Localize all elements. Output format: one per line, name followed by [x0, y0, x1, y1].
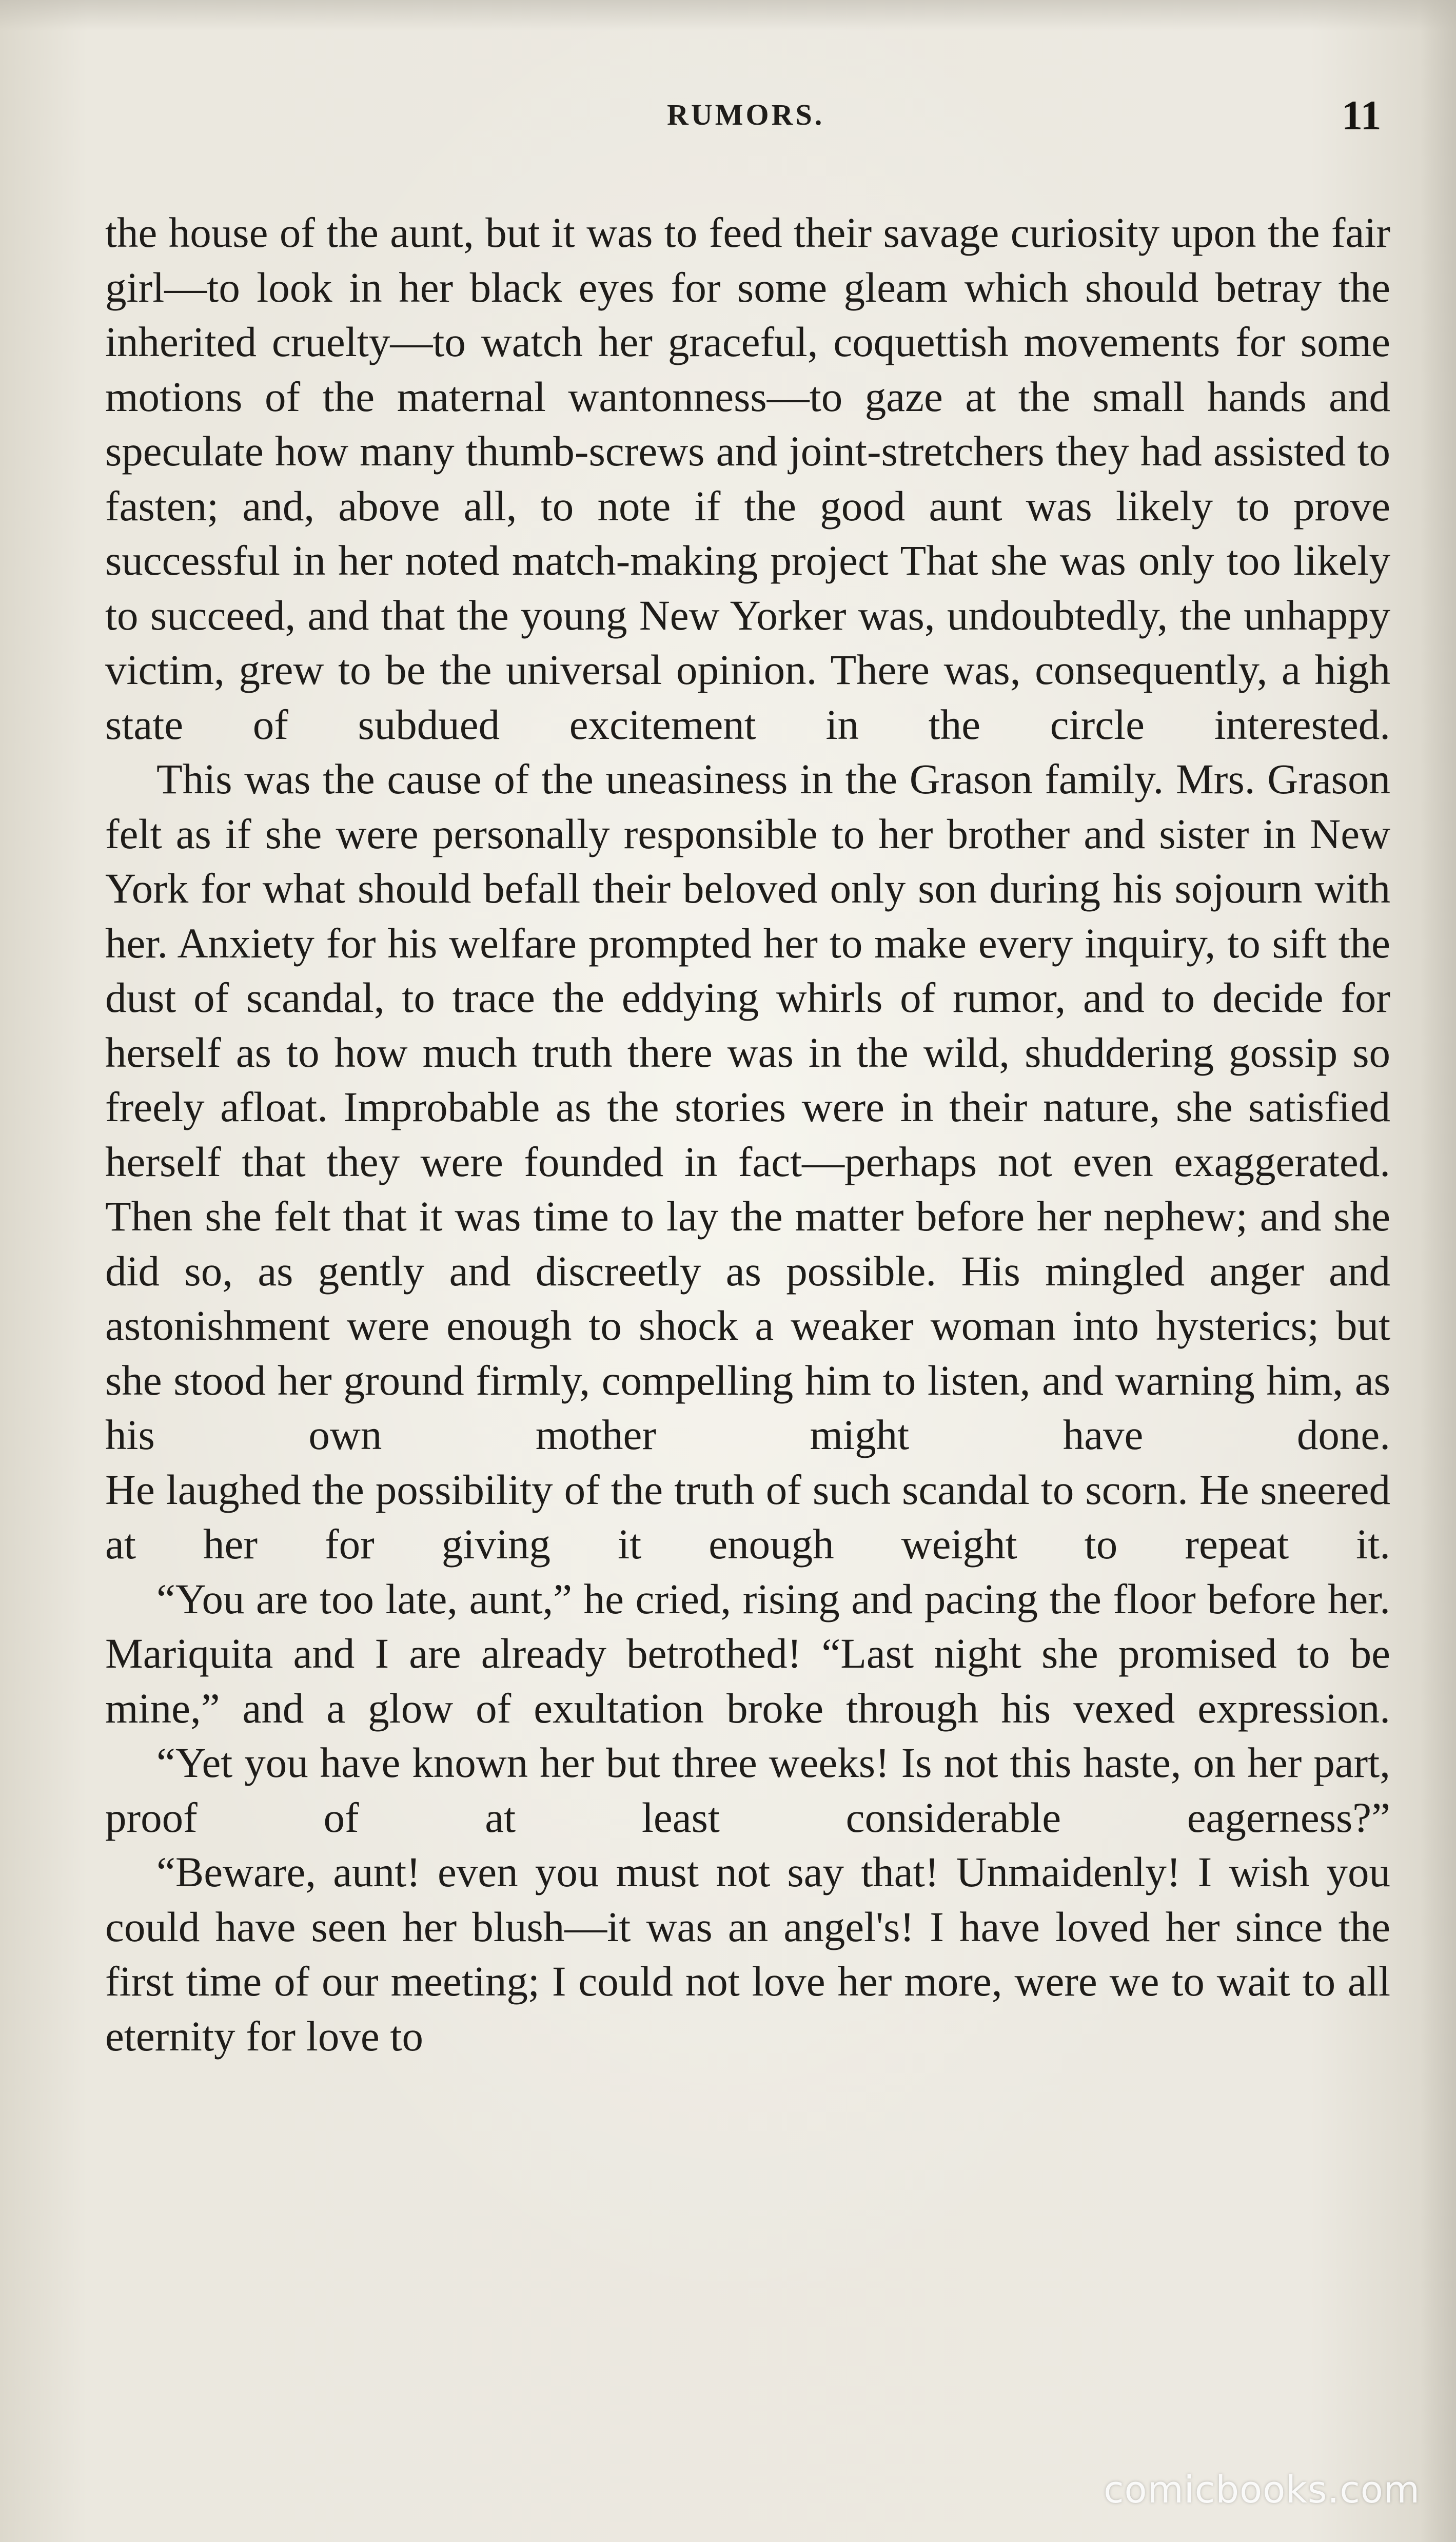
page-edge-shadow — [1420, 0, 1456, 2542]
paragraph: “Beware, aunt! even you must not say that! Unmaidenly! I wish you could have seen her blush—it was an angel's! I have loved her since the first time of our meeting; I could not love her more, were we to wait to all eternity for love to — [105, 1848, 1390, 2060]
running-head: RUMORS. — [667, 98, 825, 131]
page-top-shadow — [0, 0, 1456, 31]
watermark: comicbooks.com — [1103, 2468, 1420, 2511]
page-number: 11 — [1342, 92, 1382, 139]
paragraph: He laughed the possibility of the truth of such scandal to scorn. He sneered at her for giving it enough weight to repeat it. — [105, 1465, 1390, 1568]
paragraph: “You are too late, aunt,” he cried, rising and pacing the floor before her. Mariquita and I are already betrothed! “Last night she promised to be mine,” and a glow of exultation broke through his vexed expression. — [105, 1575, 1390, 1732]
paragraph: This was the cause of the uneasiness in the Grason family. Mrs. Grason felt as if she were personally responsible to her brother and sister in New York for what should befall their beloved only son during his sojourn with her. Anxiety for his welfare prompted her to make every inquiry, to sift the dust of scandal, to trace the eddying whirls of rumor, and to decide for herself as to how much truth there was in the wild, shuddering gossip so freely afloat. Improbable as the stories were in their nature, she satisfied herself that they were founded in fact—perhaps not even exaggerated. Then she felt that it was time to lay the matter before her nephew; and she did so, as gently and discreetly as possible. His mingled anger and astonishment were enough to shock a weaker woman into hysterics; but she stood her ground firmly, compelling him to listen, and warning him, as his own mother might have done. — [105, 755, 1390, 1458]
paragraph: “Yet you have known her but three weeks! Is not this haste, on her part, proof of at least considerable eagerness?” — [105, 1739, 1390, 1841]
paragraph: the house of the aunt, but it was to feed their savage curiosity upon the fair girl—to look in her black eyes for some gleam which should betray the inherited cruelty—to watch her graceful, coquettish movements for some motions of the maternal wantonness—to gaze at the small hands and speculate how many thumb-screws and joint-stretchers they had assisted to fasten; and, above all, to note if the good aunt was likely to prove successful in her noted match-making project That she was only too likely to succeed, and that the young New Yorker was, undoubtedly, the unhappy victim, grew to be the universal opinion. There was, consequently, a high state of subdued excitement in the circle interested. — [105, 209, 1390, 748]
body-text — [105, 205, 1390, 2063]
